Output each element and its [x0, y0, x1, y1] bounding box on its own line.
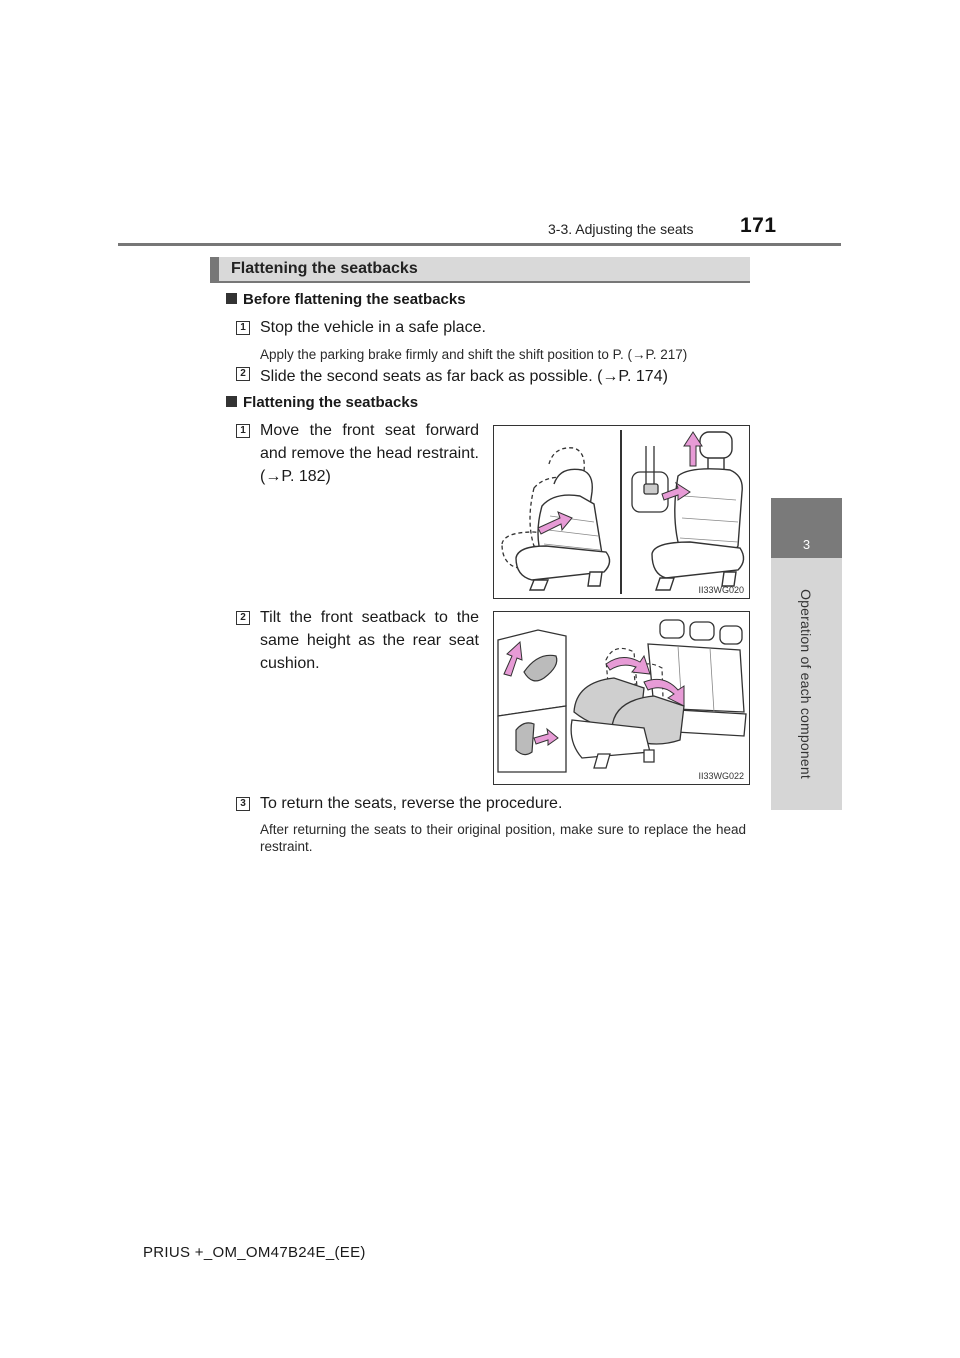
- step-text: To return the seats, reverse the procedure.: [260, 795, 563, 812]
- step-number: 3: [236, 797, 250, 811]
- page-number: 171: [740, 214, 777, 237]
- step-note: Apply the parking brake firmly and shift the shift position to P. (→P. 217): [260, 347, 688, 362]
- subheading-flatten: Flattening the seatbacks: [226, 394, 418, 411]
- step-number: 2: [236, 611, 250, 625]
- figure-tilt-front-seatback: [493, 611, 750, 785]
- step-note: After returning the seats to their original position, make sure to replace the head restraint.: [260, 822, 746, 854]
- figure-front-seat-head-restraint: [493, 425, 750, 599]
- step-text: Tilt the front seatback to the same height as the rear seat cushion.: [260, 609, 479, 672]
- chapter-tab-title: Operation of each component: [798, 589, 814, 779]
- figure-code: II33WG022: [698, 771, 744, 781]
- document-footer-code: PRIUS +_OM_OM47B24E_(EE): [143, 1244, 366, 1261]
- step-text: Move the front seat forward and remove the head restraint. (→P. 182): [260, 422, 479, 485]
- section-title-bar: [210, 257, 750, 283]
- seat-illustration-1: [494, 426, 749, 598]
- subheading-before: Before flattening the seatbacks: [226, 291, 466, 308]
- step-number: 1: [236, 424, 250, 438]
- step-number: 1: [236, 321, 250, 335]
- figure-code: II33WG020: [698, 585, 744, 595]
- square-bullet-icon: [226, 396, 237, 407]
- chapter-tab: [771, 558, 842, 810]
- section-title: Flattening the seatbacks: [231, 260, 418, 277]
- header-rule: [118, 243, 841, 246]
- step-text: Slide the second seats as far back as possible. (→P. 174): [260, 368, 668, 385]
- step-number: 2: [236, 367, 250, 381]
- header-section-title: 3-3. Adjusting the seats: [548, 221, 694, 237]
- square-bullet-icon: [226, 293, 237, 304]
- seat-illustration-2: [494, 612, 749, 784]
- chapter-tab-number: 3: [771, 498, 842, 558]
- step-text: Stop the vehicle in a safe place.: [260, 319, 486, 336]
